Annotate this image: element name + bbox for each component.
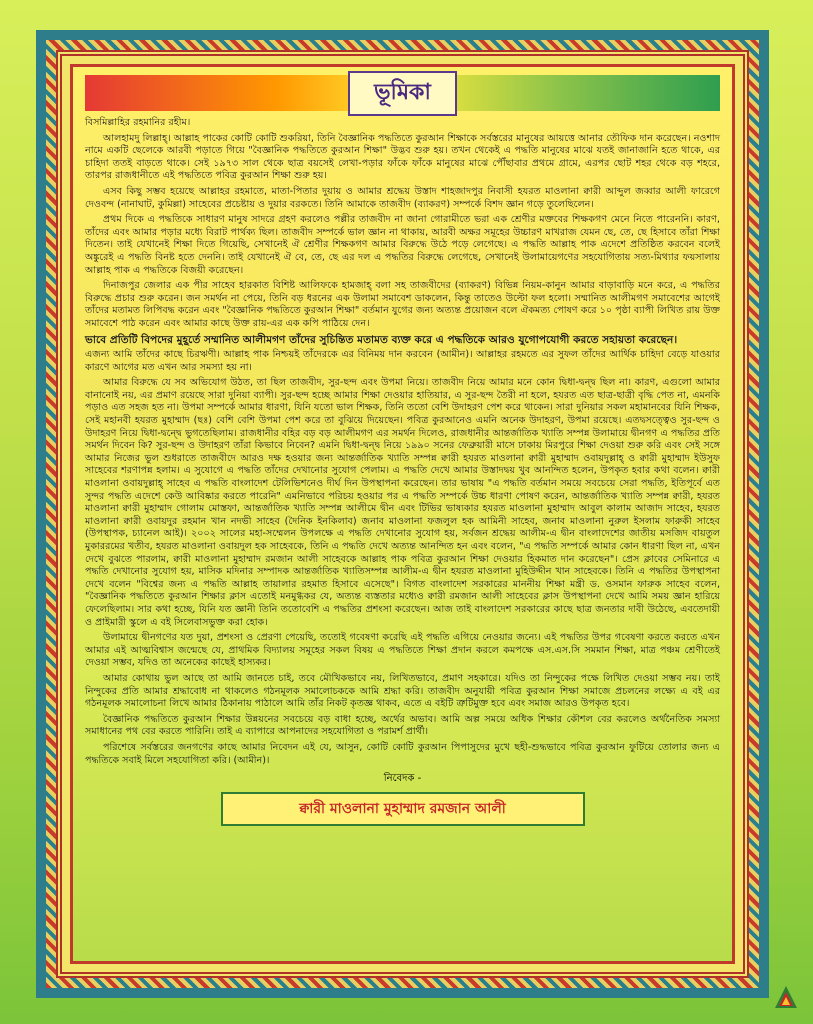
paragraph: বিসমিল্লাহির রহমানির রহীম। [85,117,191,128]
author-name: ক্বারী মাওলানা মুহাম্মাদ রমজান আলী [221,792,585,826]
outer-decorative-border [36,30,769,998]
paragraph: বৈজ্ঞানিক পদ্ধতিতে কুরআন শিক্ষার উন্নয়নের সবচেয়ে বড় বাধা হচ্ছে, অর্থের অভাব। আমি অল্প সময়ে অধিক শিক্ষার কৌশল বের করলেও অর্থনৈতিক সমস্যা সমাধানের পথ বের করতে পারিনি। তাই এ ব্যাপারে আপনাদের সহযোগিতা ও পরামর্শ প্রার্থী। [85,713,720,738]
paragraph: প্রথম দিকে এ পদ্ধতিকে সাধারণ মানুষ সাদরে গ্রহণ করলেও পল্লীর তাজবীদ না জানা গোরামীতে ভরা এক শ্রেণীর মক্তবের শিক্ষকগণ মেনে নিতে পারেননি। কারণ, তাঁদের এবং আমার পড়ার মধ্যে বিরাট পার্থক্য ছিল। তাজবীদ সম্পর্কে ভাল জ্ঞান না থাকায়, আরবী অক্ষর সমূহের উচ্চারণ মাখরাজ যেমন ছে, তে, ছে হিসাবে তাঁরা শিক্ষা দিতেন। তাই যেখানেই শিক্ষা দিতে গিয়েছি, সেখানেই ঐ শ্রেণীর শিক্ষকগণ আমার বিরুদ্ধে উঠে পড়ে লেগেছে। এ পদ্ধতি আল্লাহ পাক এদেশে প্রতিষ্ঠিত করবেন বলেই অঙ্কুরেই এ পদ্ধতি বিনষ্ট হতে দেননি। তাই যেখানেই ঐ বে, তে, ছে এর দল এ পদ্ধতির বিরুদ্ধে লেগেছে, সেখানেই উলামায়েগণের সহযোগিতায় সত্য-মিথ্যার ফয়সালায় আল্লাহ পাক এ পদ্ধতিকে বিজয়ী করেছেন। [85,214,720,276]
signoff-label: নিবেদক - [383,773,422,785]
paragraph: আলহামদু লিল্লাহ্‌। আল্লাহ পাকের কোটি কোটি শুকরিয়া, তিনি বৈজ্ঞানিক পদ্ধতিতে কুরআন শিক্ষাকে সর্বস্তরের মানুষের আয়ত্তে আনার তৌফিক দান করেছেন। নওশাদ নামে একটি ছেলেকে আরবী পড়াতে গিয়ে "বৈজ্ঞানিক পদ্ধতিতে কুরআন শিক্ষা" উদ্ভব শুরু হয়। তখন থেকেই এ পদ্ধতি মানুষের মাঝে যতই জানাজানি হতে থাকে, এর চাহিদা ততই বাড়তে থাকে। সেই ১৯৭৩ সাল থেকে ছাত্র বয়সেই লেখা-পড়ার ফাঁকে ফাঁকে মানুষের মাঝে পৌঁছাবার প্রথমে গ্রামে, এরপর ছোট শহর থেকে বড় শহরে, তারপর রাজধানীতে এই পদ্ধতিতে পবিত্র কুরআন শিক্ষা শুরু হয়। [85,132,720,182]
title-banner [85,75,720,111]
paragraph: এজন্য আমি তাঁদের কাছে চিরঋণী। আল্লাহ পাক নিশ্চয়ই তাঁদেরকে এর বিনিময় দান করবেন (আমীন)। আল্লাহর রহমতে এর সুফল তাঁদের আর্থিক চাহিদা বেড়ে যাওয়ার কারণে আগের মত এখন আর সমস্যা হয় না। [85,349,720,373]
paragraph: পরিশেষে সর্বস্তরের জনগণের কাছে আমার নিবেদন এই যে, আসুন, কোটি কোটি কুরআন পিপাসুদের মুখে ছহী-শুদ্ধভাবে পবিত্র কুরআন ফুটিয়ে তোলার জন্য এ পদ্ধতিকে সবাই মিলে সহযোগিতা করি। (আমীন)। [85,741,720,766]
paragraph: দিনাজপুর জেলার এক পীর সাহেব হারকাত বিশিষ্ট আলিফকে হামজাহ্‌ বলা সহ তাজবীদের (ব্যাকরণ) বিভিন্ন নিয়ম-কানুন আমার বাড়াবাড়ি মনে করে, এ পদ্ধতির বিরুদ্ধে প্রচার শুরু করেন। জন সমর্থন না পেয়ে, তিনি বড় ধরনের এক উলামা সমাবেশ ডাকলেন, কিন্তু তাতেও উল্টো ফল হলো। সম্মানিত আলীমগণ সমাবেশের আগেই তাঁদের মতামত লিপিবদ্ধ করেন এবং "বৈজ্ঞানিক পদ্ধতিতে কুরআন শিক্ষা" বর্তমান যুগের জন্য অত্যন্ত প্রয়োজন বলে ঐকমত্য পোষণ করে ১০ পৃষ্ঠা ব্যাপী লিখিত রায় উক্ত সমাবেশে পাঠ করেন এবং আমার কাছে উক্ত রায়-এর এক কপি পাঠিয়ে দেন। [85,280,720,329]
content-panel [70,64,735,964]
paragraph: এসব কিছু সম্ভব হয়েছে আল্লাহর রহমাতে, মাতা-পিতার দুয়ায় ও আমার শ্রদ্ধেয় উস্তাদ শাহজাদপুর নিবাসী হযরত মাওলানা ক্বারী আব্দুল জব্বার আলী ফারেগে দেওবন্দ (নানাঘাট, কুমিল্লা) সাহেবের প্রচেষ্টায় ও দুয়ার বরকতে। তিনি আমাকে তাজবীদ (ব্যাকরণ) সম্পর্কে বিশদ জ্ঞান গড়ে তুলেছিলেন। [85,185,720,210]
publisher-logo-icon [773,984,799,1010]
paragraph: উলামায়ে দ্বীনগণের যত দুয়া, প্রশংসা ও প্রেরণা পেয়েছি, ততোই গবেষণা করেছি এই পদ্ধতি এগিয়ে নেওয়ার জন্যে। এই পদ্ধতির উপর গবেষণা করতে করতে এখন আমার এই আত্মবিশ্বাস জন্মেছে যে, প্রাথমিক বিদ্যালয় সমূহের সকল বিষয় এ পদ্ধতিতে শিক্ষা প্রদান করলে কমপক্ষে এস.এস.সি সমমান শিক্ষা, মাত্র পঞ্চম শ্রেণীতেই দেওয়া সম্ভব, যদিও তা অনেকের কাছেই হাস্যকর। [85,632,720,669]
middle-border [56,50,749,978]
paragraph: ভাবে প্রতিটি বিপদের মুহূর্তে সম্মানিত আলীমগণ তাঁদের সুচিন্তিত মতামত ব্যক্ত করে এ পদ্ধতিকে আরও যুগোপযোগী করতে সহায়তা করেছেন। [85,333,678,346]
paragraph: আমার কোথায় ভুল আছে তা আমি জানতে চাই, তবে মৌখিকভাবে নয়, লিখিতভাবে, প্রমাণ সহকারে। যদিও তা নিন্দুকের পক্ষে লিখিত দেওয়া সম্ভব নয়। তাই নিন্দুকের প্রতি আমার শ্রদ্ধাবোধ না থাকলেও গঠনমূলক সমালোচককে আমি শ্রদ্ধা করি। তাজবীদ অনুযায়ী পবিত্র কুরআন শিক্ষা সমাজে প্রচলনের লক্ষ্যে এ বই এর গঠনমূলক সমালোচনা লিখে আমার ঠিকানায় পাঠালে আমি তাঁর নিকট কৃতজ্ঞ থাকব, এতে এ বইটি ত্রুটিমুক্ত হবে এবং সমাজ আরও উপকৃত হবে। [85,672,720,710]
preface-body [85,117,720,767]
paragraph: আমার বিরুদ্ধে যে সব অভিযোগ উঠত, তা ছিল তাজবীদ, সুর-ছন্দ এবং উপমা নিয়ে। তাজবীদ নিয়ে আমার মনে কোন দ্বিধা-দ্বন্দ্ব ছিল না। কারণ, এগুলো আমার বানানোই নয়, এর প্রমাণ রয়েছে সারা দুনিয়া ব্যাপী। সুর-ছন্দ হচ্ছে আমার শিক্ষা দেওয়ার হাতিয়ার, এ সুর-ছন্দ তৈরী না হলে, হযরত এত ছাত্র-ছাত্রী বৃদ্ধি পেত না, এমনকি পড়াও এত সহজ হত না। উপমা সম্পর্কে আমার ধারণা, যিনি যতো ভাল শিক্ষক, তিনি ততো বেশি উদাহরণ পেশ করে থাকেন। সারা দুনিয়ার সকল মহামানবের যিনি শিক্ষক, সেই মহানবী হযরত মুহাম্মাদ (ছঃ) বেশি বেশি উপমা পেশ করে তা বুঝিয়ে দিয়েছেন। পবিত্র কুরআনেও এমনি অনেক উদাহরণ, উপমা রয়েছে। এতদ্বসত্ত্বেও সুর-ছন্দ ও উদাহরণ নিয়ে দ্বিধা-দ্বন্দ্বে ভুগতেছিলাম। রাজধানীর বহির বড় বড় আলীমগণ এর সমর্থন দিলেও, রাজধানীর আন্তর্জাতিক খ্যাতি সম্পন্ন উলামায়ে দ্বীনগণ এ পদ্ধতির প্রতি সমর্থন দিবেন কি? সুর-ছন্দ ও উদাহরণ তাঁরা কিভাবে নিবেন? এমনি দ্বিধা-দ্বন্দ্ব নিয়ে ১৯৯০ সনের ফেব্রুয়ারী মাসে ঢাকায় মিরপুরে শিক্ষা দেওয়া শুরু করি এবং সেই সঙ্গে আমার নিজের ভুল শুধরাতে তাজবীদে আরও দক্ষ হওয়ার জন্য আন্তর্জাতিক খ্যাতি সম্পন্ন ক্বারী হযরত মাওলানা ক্বারী মুহাম্মাদ ওবায়দুল্লাহ্‌ ও ক্বারী মুহাম্মাদ ইউসুফ সাহেবের শরণাপন্ন হলাম। এ সুযোগে এ পদ্ধতি তাঁদের দেখানোর সুযোগ পেলাম। এ পদ্ধতি দেখে আমার উস্তাদদ্বয় খুব আনন্দিত হলেন, উপকৃত হবার কথা বলেন। ক্বারী মাওলানা ওবায়দুল্লাহ্‌ সাহেব এ পদ্ধতি বাংলাদেশ টেলিভিশনেও দীর্ঘ দিন উপস্থাপনা করেছেন। তার ভাষায় "এ পদ্ধতি বর্তমান সময়ে সবচেয়ে সেরা পদ্ধতি, ইতিপূর্বে এত সুন্দর পদ্ধতি এদেশে কেউ আবিষ্কার করতে পারেনি" এমনিভাবে পরিচয় হওয়ার পর এ পদ্ধতি সম্পর্কে উচ্চ ধারণা পোষণ করেন, আন্তর্জাতিক খ্যাতি সম্পন্ন ক্বারী, হযরত মাওলানা ক্বারী মুহাম্মাদ গোলাম মোস্তফা, আন্তর্জাতিক খ্যাতি সম্পন্ন আলীমে দ্বীন এবং টিভির ভাষ্যকার হযরত মাওলানা মুহাম্মাদ আবুল কালাম আজাদ সাহেব, হযরত মাওলানা ক্বারী ওবায়দুর রহমান খান নদভী সাহেব (দৈনিক ইনকিলাব) জনাব মাওলানা ফজলুল হক আমিনী সাহেব, জনাব মাওলানা নুরুল ইসলাম ফারুকী সাহেব (উপস্থাপক, চ্যানেল আই)। ২০০২ সালের মহা-সম্মেলন উপলক্ষে এ পদ্ধতি দেখানোর সুযোগ হয়, সর্বজন শ্রদ্ধেয় আলীম-এ দ্বীন বাংলাদেশের জাতীয় মসজিদ বায়তুল মুকাররমের খতীব, হযরত মাওলানা ওবায়দুল হক সাহেবকে, তিনি এ পদ্ধতি দেখে অত্যন্ত আনন্দিত হন এবং বলেন, "এ পদ্ধতি সম্পর্কে আমার কোন ধারণা ছিল না, এখন দেখে বুঝতে পারলাম, ক্বারী মাওলানা মুহাম্মাদ রমজান আলী সাহেবকে আল্লাহ পাক পবিত্র কুরআন শিক্ষা দেওয়ার হিকমাত দান করেছেন"। প্রেস ক্লাবের সেমিনারে এ পদ্ধতি দেখানোর সুযোগ হয়, মাসিক মদিনার সম্পাদক আন্তর্জাতিক খ্যাতিসম্পন্ন আলীম-এ দ্বীন হযরত মাওলানা মুহিউদ্দীন খান সাহেবকে। তিনি এ পদ্ধতির উপস্থাপনা দেখে বলেন "বিশ্বের জন্য এ পদ্ধতি আল্লাহ তায়ালার রহমাত হিসাবে এসেছে"। বিগত বাংলাদেশ সরকারের মাননীয় শিক্ষা মন্ত্রী ড. ওসমান ফারুক সাহেব বলেন, "বৈজ্ঞানিক পদ্ধতিতে কুরআন শিক্ষার ক্লাস এতোই মনমুগ্ধকর যে, অত্যন্ত ব্যস্ততার মধ্যেও ক্বারী রমজান আলী সাহেবের ক্লাস উপস্থাপনা দেখে আমি সময় জ্ঞান হারিয়ে ফেলেছিলাম। সার কথা হচ্ছে, যিনি যত জ্ঞানী তিনি ততোবেশি এ পদ্ধতির প্রশংসা করেছেন। আজ তাই বাংলাদেশ সরকারের কাছে ছাত্র জনতার দাবী উঠেছে, এবতেদায়ী ও প্রাইমারী স্কুলে এ বই সিলেবাসভুক্ত করা হোক। [85,377,720,628]
page-title: ভূমিকা [348,71,457,116]
